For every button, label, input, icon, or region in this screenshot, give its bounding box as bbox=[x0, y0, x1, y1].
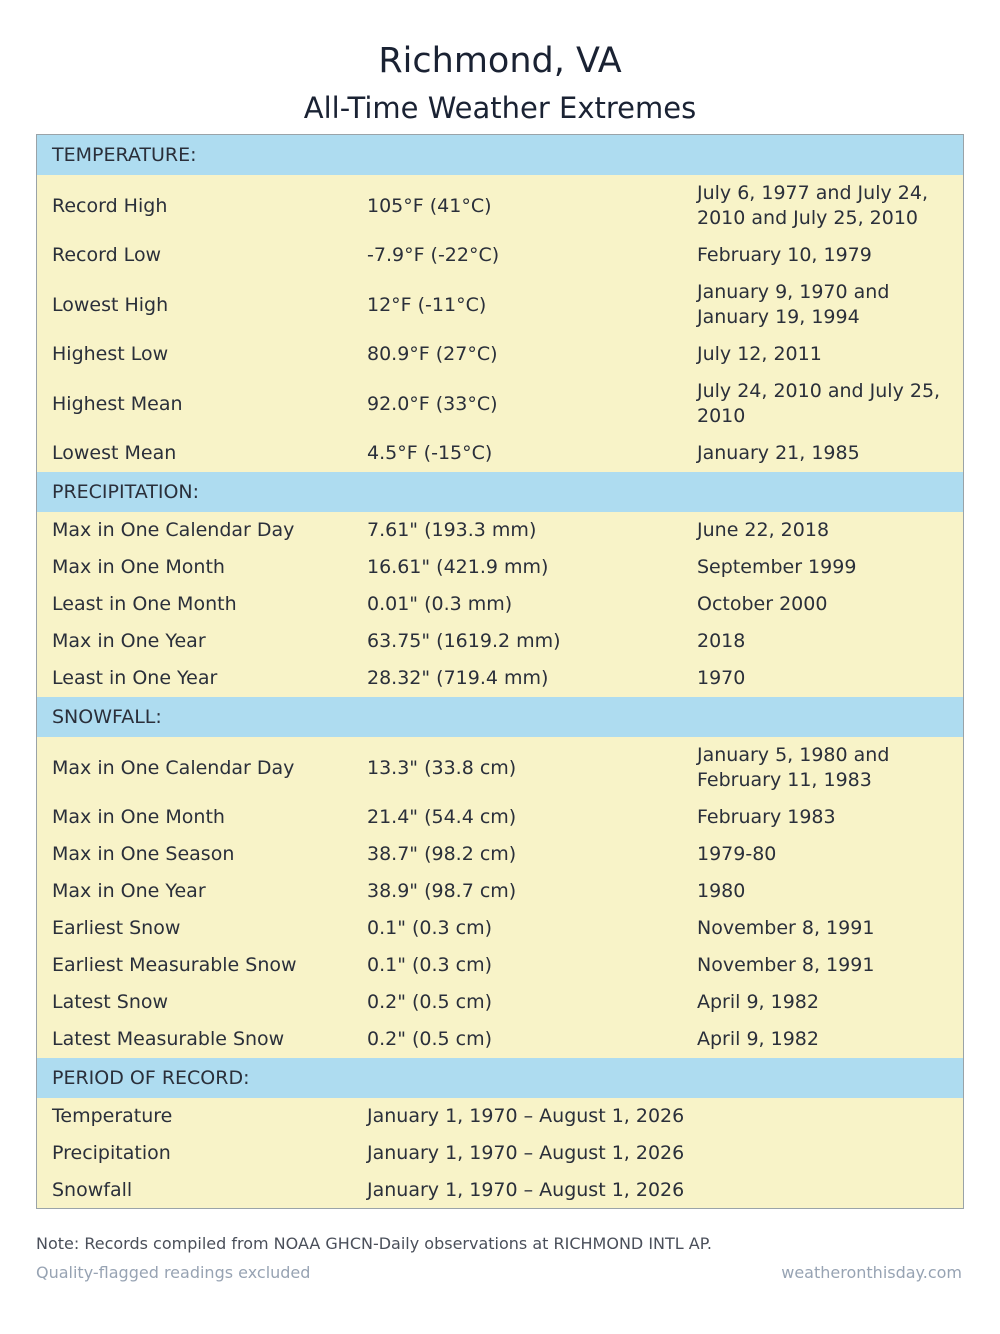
row-date: July 6, 1977 and July 24, 2010 and July 25, 2010 bbox=[697, 182, 928, 229]
row-date: 1979-80 bbox=[697, 843, 777, 865]
row-value: 7.61" (193.3 mm) bbox=[367, 519, 537, 541]
table-row bbox=[37, 237, 963, 274]
page-subtitle: All-Time Weather Extremes bbox=[303, 91, 697, 125]
table-row bbox=[37, 1135, 963, 1172]
row-label: Precipitation bbox=[52, 1142, 171, 1164]
quality-note: Quality-flagged readings excluded bbox=[36, 1263, 311, 1282]
row-label: Temperature bbox=[52, 1105, 173, 1127]
row-value: January 1, 1970 – August 1, 2026 bbox=[367, 1105, 685, 1127]
table-row bbox=[37, 873, 963, 910]
row-value: 38.9" (98.7 cm) bbox=[367, 880, 517, 902]
row-label: Max in One Calendar Day bbox=[52, 519, 295, 541]
row-label: Earliest Snow bbox=[52, 917, 181, 939]
row-date: January 21, 1985 bbox=[697, 442, 860, 464]
table-row bbox=[37, 947, 963, 984]
row-value: 0.1" (0.3 cm) bbox=[367, 954, 493, 976]
table-row bbox=[37, 737, 963, 799]
row-date: April 9, 1982 bbox=[697, 1028, 819, 1050]
row-value: 38.7" (98.2 cm) bbox=[367, 843, 517, 865]
row-label: Record High bbox=[52, 194, 168, 217]
row-date: January 9, 1970 and January 19, 1994 bbox=[697, 281, 890, 328]
table-row bbox=[37, 1021, 963, 1058]
row-value: 21.4" (54.4 cm) bbox=[367, 806, 517, 828]
row-date: July 12, 2011 bbox=[697, 343, 822, 365]
row-label: Latest Snow bbox=[52, 991, 169, 1013]
row-value: 28.32" (719.4 mm) bbox=[367, 667, 549, 689]
row-label: Max in One Year bbox=[52, 880, 206, 902]
row-date: February 10, 1979 bbox=[697, 244, 872, 266]
row-label: Max in One Year bbox=[52, 630, 206, 652]
row-date: November 8, 1991 bbox=[697, 954, 875, 976]
row-date: 1980 bbox=[697, 880, 746, 902]
row-value: -7.9°F (-22°C) bbox=[367, 244, 500, 266]
row-value: 0.01" (0.3 mm) bbox=[367, 593, 513, 615]
row-date: October 2000 bbox=[697, 593, 828, 615]
row-value: 12°F (-11°C) bbox=[367, 293, 487, 316]
row-date: June 22, 2018 bbox=[697, 519, 830, 541]
row-label: Highest Low bbox=[52, 343, 169, 365]
extremes-table bbox=[36, 134, 964, 1209]
row-label: Max in One Season bbox=[52, 843, 235, 865]
source-credit: weatheronthisday.com bbox=[781, 1263, 962, 1282]
row-value: 0.2" (0.5 cm) bbox=[367, 1028, 493, 1050]
row-value: January 1, 1970 – August 1, 2026 bbox=[367, 1142, 685, 1164]
row-label: Lowest Mean bbox=[52, 442, 177, 464]
row-value: 13.3" (33.8 cm) bbox=[367, 756, 517, 779]
table-row bbox=[37, 373, 963, 435]
row-value: 80.9°F (27°C) bbox=[367, 343, 498, 365]
table-row bbox=[37, 836, 963, 873]
table-row bbox=[37, 1098, 963, 1135]
row-label: Record Low bbox=[52, 244, 162, 266]
section-header-snowfall: SNOWFALL: bbox=[37, 697, 963, 737]
row-date: April 9, 1982 bbox=[697, 991, 819, 1013]
row-date: February 1983 bbox=[697, 806, 836, 828]
row-label: Highest Mean bbox=[52, 392, 183, 415]
table-row bbox=[37, 175, 963, 237]
table-row bbox=[37, 549, 963, 586]
table-row bbox=[37, 586, 963, 623]
row-date: July 24, 2010 and July 25, 2010 bbox=[697, 380, 941, 427]
table-row bbox=[37, 799, 963, 836]
section-header-period-of-record: PERIOD OF RECORD: bbox=[37, 1058, 963, 1098]
row-label: Earliest Measurable Snow bbox=[52, 954, 297, 976]
row-label: Least in One Month bbox=[52, 593, 237, 615]
table-row bbox=[37, 984, 963, 1021]
row-value: 4.5°F (-15°C) bbox=[367, 442, 493, 464]
row-date: 2018 bbox=[697, 630, 746, 652]
table-row bbox=[37, 336, 963, 373]
row-value: 63.75" (1619.2 mm) bbox=[367, 630, 561, 652]
section-header-precipitation: PRECIPITATION: bbox=[37, 472, 963, 512]
row-value: 0.1" (0.3 cm) bbox=[367, 917, 493, 939]
table-row bbox=[37, 623, 963, 660]
row-label: Max in One Month bbox=[52, 806, 225, 828]
section-header-temperature: TEMPERATURE: bbox=[37, 135, 963, 175]
table-row bbox=[37, 274, 963, 336]
row-date: September 1999 bbox=[697, 556, 857, 578]
row-date: January 5, 1980 and February 11, 1983 bbox=[697, 744, 890, 791]
footnote: Note: Records compiled from NOAA GHCN-Daily observations at RICHMOND INTL AP. bbox=[36, 1234, 712, 1253]
row-label: Latest Measurable Snow bbox=[52, 1028, 285, 1050]
row-date: 1970 bbox=[697, 667, 746, 689]
row-label: Max in One Month bbox=[52, 556, 225, 578]
row-date: November 8, 1991 bbox=[697, 917, 875, 939]
row-label: Least in One Year bbox=[52, 667, 218, 689]
row-label: Lowest High bbox=[52, 293, 169, 316]
row-value: 92.0°F (33°C) bbox=[367, 392, 498, 415]
row-value: 16.61" (421.9 mm) bbox=[367, 556, 549, 578]
row-label: Max in One Calendar Day bbox=[52, 756, 295, 779]
row-label: Snowfall bbox=[52, 1178, 133, 1201]
table-row bbox=[37, 910, 963, 947]
row-value: 0.2" (0.5 cm) bbox=[367, 991, 493, 1013]
table-row bbox=[37, 512, 963, 549]
table-row bbox=[37, 435, 963, 472]
table-row bbox=[37, 660, 963, 697]
row-value: January 1, 1970 – August 1, 2026 bbox=[367, 1178, 685, 1201]
page-title: Richmond, VA bbox=[378, 41, 622, 81]
row-value: 105°F (41°C) bbox=[367, 194, 492, 217]
table-row bbox=[37, 1172, 963, 1208]
